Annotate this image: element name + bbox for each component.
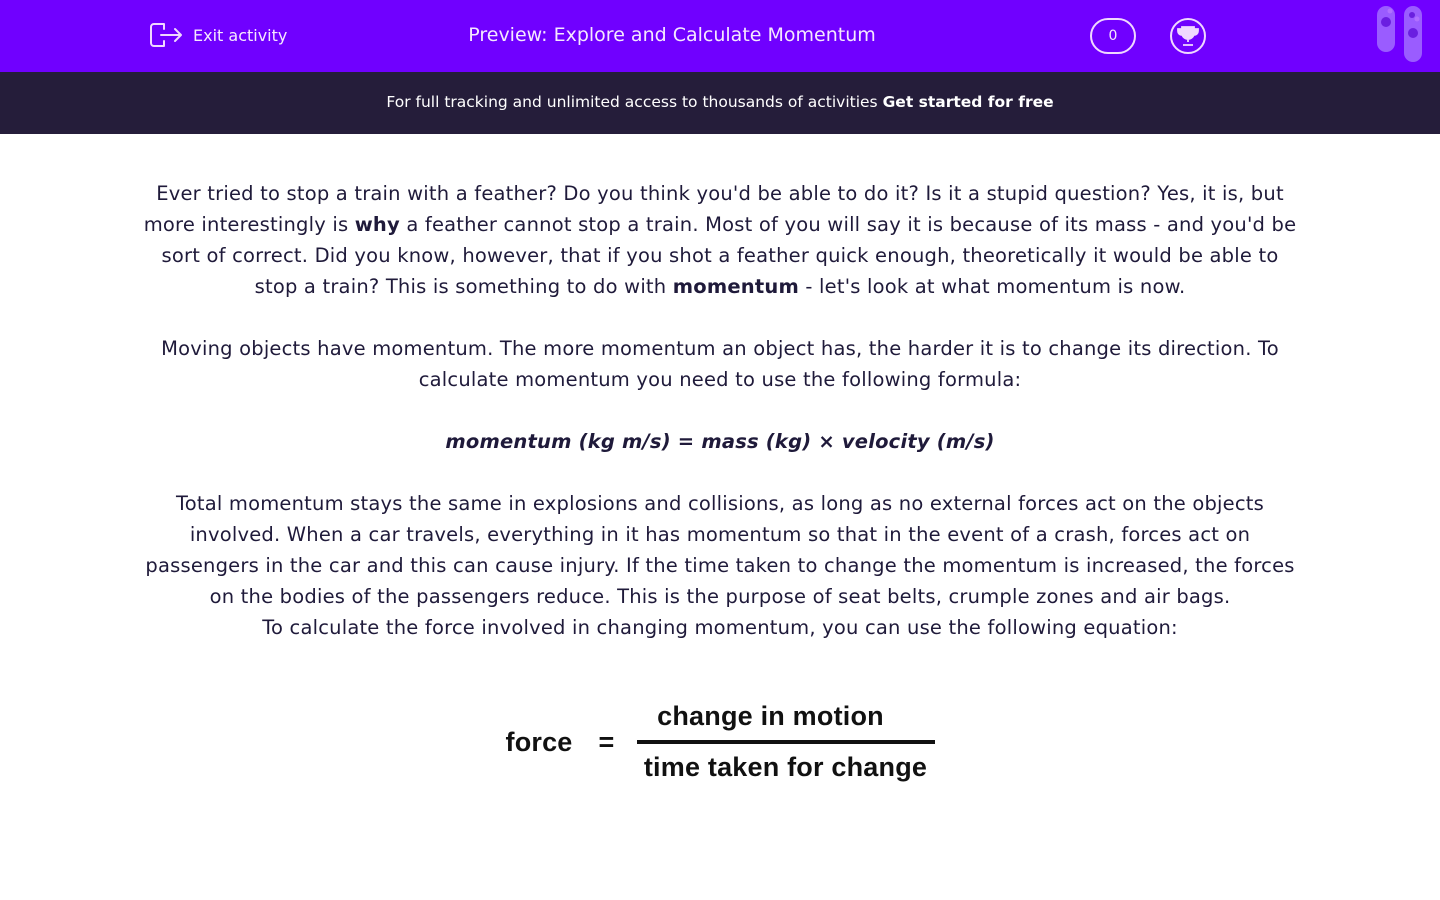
banner-text: For full tracking and unlimited access to thousands of activities <box>386 93 883 111</box>
equation-fraction <box>637 701 935 783</box>
get-started-link[interactable]: Get started for free <box>882 93 1054 111</box>
text: a feather cannot stop a train. Most of you will say it is because of its mass - and you'd be sort of correct. Did you know, however, that if you shot a feather quick enough, theoretically it would be able to stop a train? This is something to do with <box>161 213 1297 298</box>
emphasis-momentum: momentum <box>672 275 799 298</box>
equation-lhs: force <box>505 726 573 757</box>
lesson-content <box>140 134 1300 783</box>
trophy-icon <box>1177 26 1199 46</box>
force-equation-image <box>140 701 1300 783</box>
test-tubes-logo-icon <box>1376 6 1426 64</box>
exit-label: Exit activity <box>193 25 288 45</box>
equation-denominator: time taken for change <box>643 752 928 782</box>
page-title: Preview: Explore and Calculate Momentum <box>468 24 876 46</box>
signup-banner <box>0 72 1440 134</box>
text: - let's look at what momentum is now. <box>799 275 1186 298</box>
momentum-formula: momentum (kg m/s) = mass (kg) × velocity (m/s) <box>445 430 995 453</box>
text: Ever tried to stop a train with a feather? Do you think you'd be able to do it? Is it a stupid question? Yes, it is, but more interestingly is <box>143 182 1284 236</box>
momentum-paragraph: Moving objects have momentum. The more momentum an object has, the harder it is to change its direction. To calculate momentum you need to use the following formula: <box>161 337 1279 391</box>
collisions-paragraph: Total momentum stays the same in explosions and collisions, as long as no external forces act on the objects involved. When a car travels, everything in it has momentum so that in the event of a crash, forces act on passengers in the car and this can cause injury. If the time taken to change the momentum is increased, the forces on the bodies of the passengers reduce. This is the purpose of seat belts, crumple zones and air bags. <box>145 492 1295 608</box>
force-intro: To calculate the force involved in changing momentum, you can use the following equation: <box>262 616 1178 639</box>
equation-equals: = <box>598 726 615 757</box>
top-bar <box>0 0 1440 72</box>
emphasis-why: why <box>354 213 400 236</box>
equation-numerator: change in motion <box>657 701 884 731</box>
score-badge: 0 <box>1090 18 1136 54</box>
intro-paragraph <box>140 178 1300 302</box>
trophy-button[interactable] <box>1170 18 1206 54</box>
